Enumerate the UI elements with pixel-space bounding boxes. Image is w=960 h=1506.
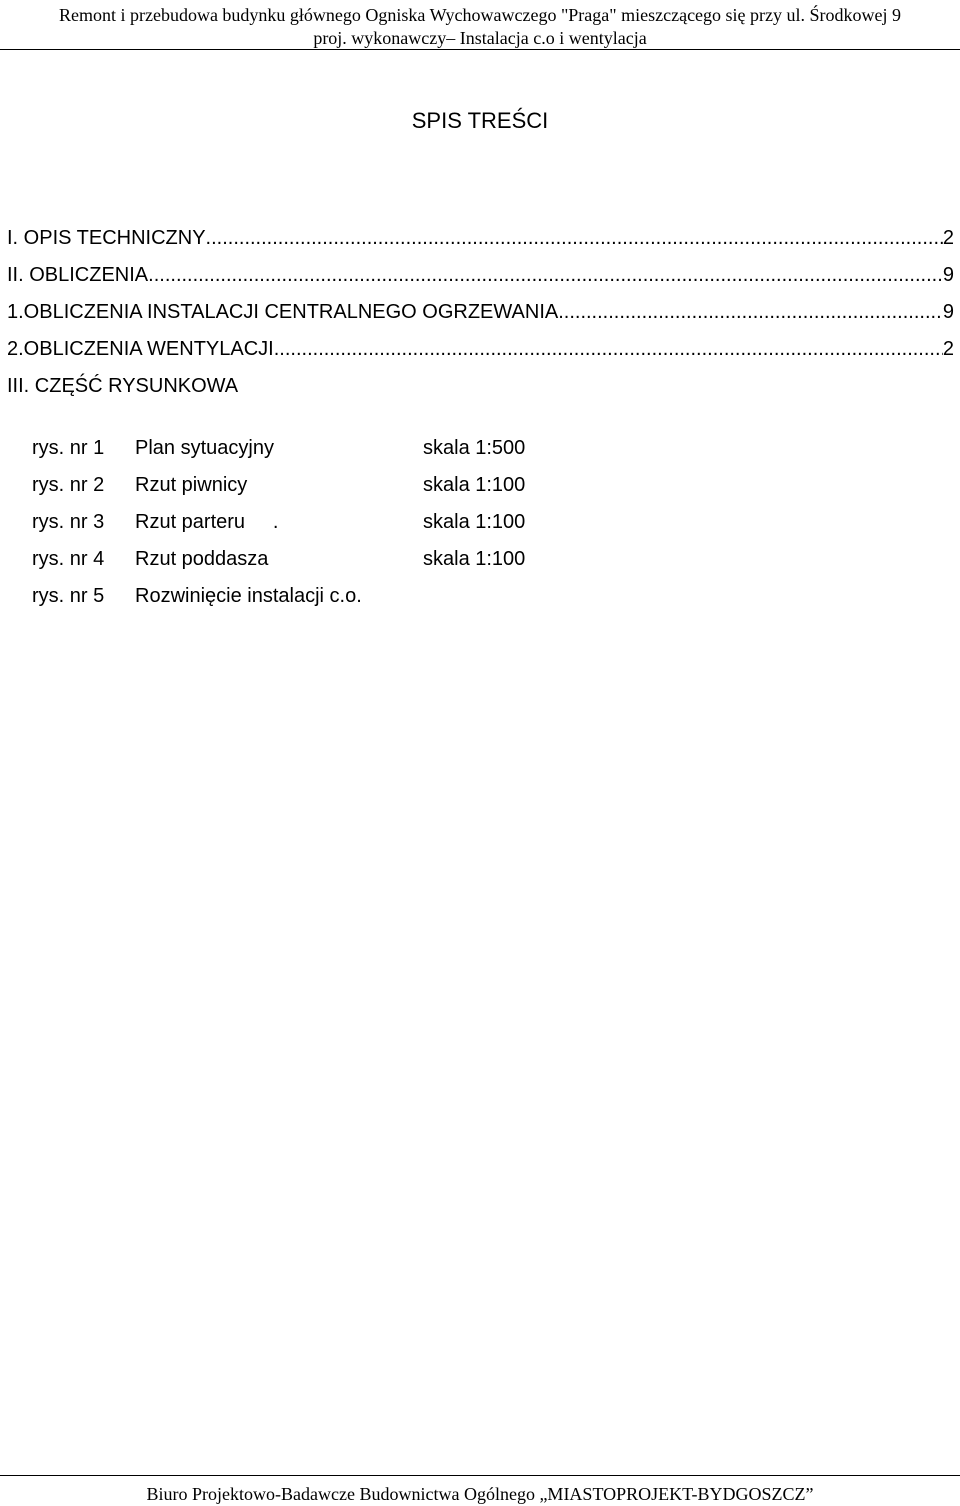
toc-entry-text: 1.OBLICZENIA INSTALACJI CENTRALNEGO OGRZEWANIA	[7, 301, 559, 323]
drawing-scale: skala 1:100	[423, 548, 526, 570]
drawing-number: rys. nr 2	[32, 474, 105, 496]
drawing-number: rys. nr 1	[32, 437, 105, 459]
toc-leader-dots	[274, 336, 943, 362]
drawing-title: Rzut poddasza	[135, 548, 269, 570]
page-footer	[0, 1475, 960, 1504]
toc-page-number: 2	[942, 338, 954, 360]
table-of-contents	[7, 225, 954, 410]
toc-page-number: 9	[942, 264, 954, 286]
toc-page-number: 9	[942, 301, 954, 323]
toc-entry-text: 2.OBLICZENIA WENTYLACJI	[7, 338, 274, 360]
drawing-number: rys. nr 5	[32, 585, 105, 607]
toc-entry-obliczenia[interactable]	[7, 262, 954, 299]
drawing-scale: skala 1:500	[423, 437, 526, 459]
toc-leader-dots	[558, 299, 943, 325]
toc-entry-text: I. OPIS TECHNICZNY	[7, 227, 206, 249]
page-header	[0, 0, 960, 50]
toc-entry-text: III. CZĘŚĆ RYSUNKOWA	[7, 375, 239, 397]
drawing-number: rys. nr 4	[32, 548, 105, 570]
page-title: SPIS TREŚCI	[411, 108, 549, 133]
toc-page-number: 2	[942, 227, 954, 249]
toc-entry-opis-techniczny[interactable]	[7, 225, 954, 262]
header-project-title: Remont i przebudowa budynku głównego Ogniska Wychowawczego "Praga" mieszczącego się przy ul. Środkowej 9	[58, 5, 902, 25]
drawing-title: Rzut parteru .	[135, 511, 279, 533]
toc-entry-text: II. OBLICZENIA	[7, 264, 149, 286]
toc-entry-czesc-rysunkowa[interactable]	[7, 373, 954, 410]
footer-company-name: Biuro Projektowo-Badawcze Budownictwa Ogólnego „MIASTOPROJEKT-BYDGOSZCZ”	[146, 1484, 814, 1504]
toc-entry-obliczenia-co[interactable]	[7, 299, 954, 336]
drawing-title: Plan sytuacyjny	[135, 437, 274, 459]
toc-leader-dots	[206, 225, 943, 251]
drawing-scale: skala 1:100	[423, 474, 526, 496]
header-project-subtitle: proj. wykonawczy– Instalacja c.o i wentylacja	[313, 28, 647, 48]
drawing-title: Rzut piwnicy	[135, 474, 248, 496]
toc-leader-dots	[148, 262, 943, 288]
drawing-title: Rozwinięcie instalacji c.o.	[135, 585, 362, 607]
drawing-scale: skala 1:100	[423, 511, 526, 533]
toc-entry-obliczenia-wentylacji[interactable]	[7, 336, 954, 373]
drawing-number: rys. nr 3	[32, 511, 105, 533]
